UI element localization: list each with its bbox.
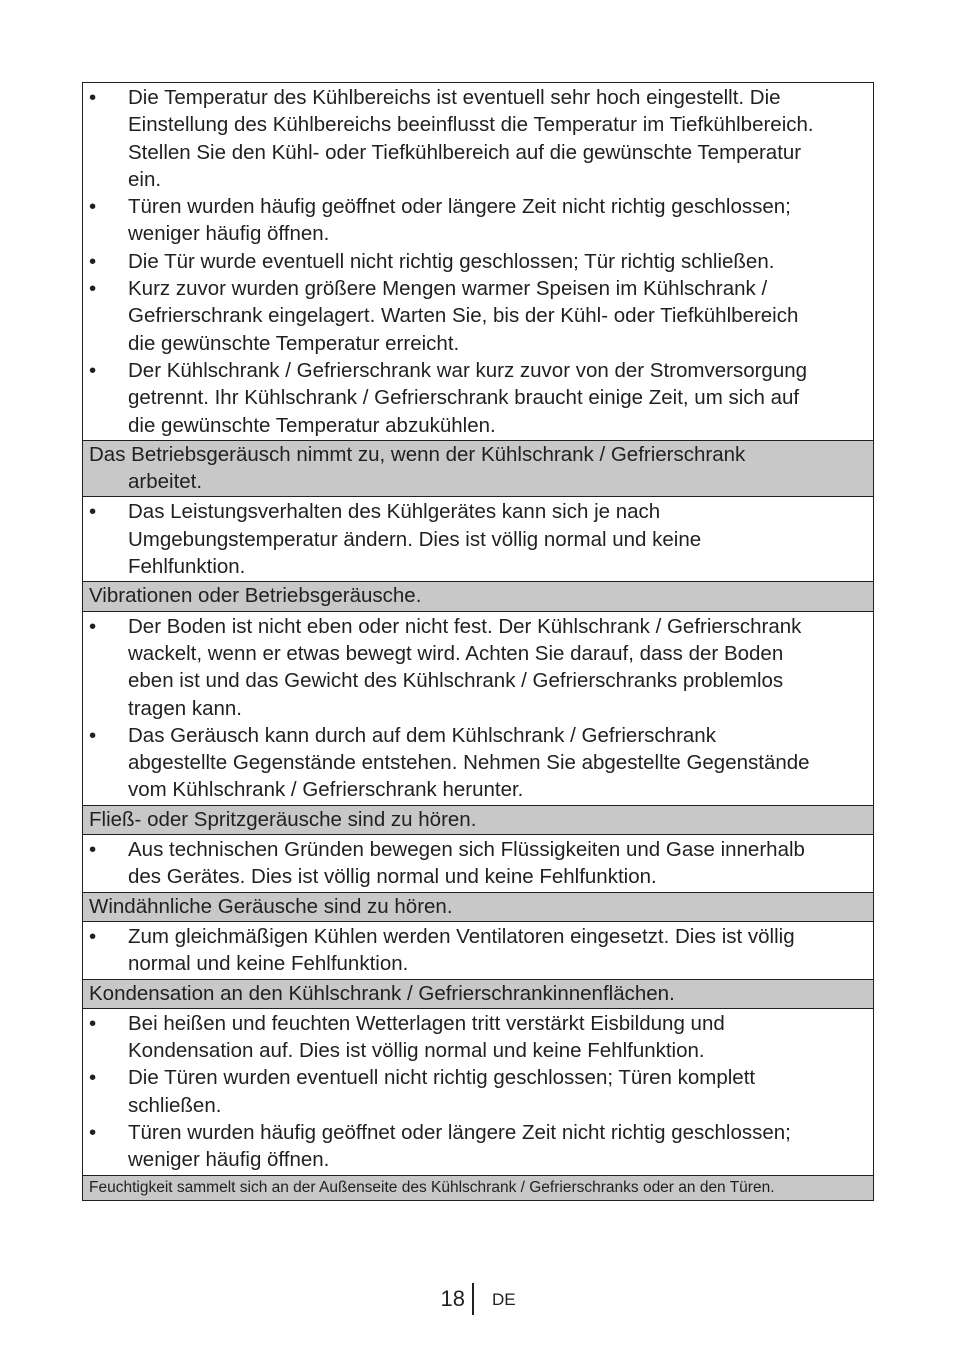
cause-text-line: des Gerätes. Dies ist völlig normal und keine Fehlfunktion.	[128, 865, 657, 889]
cause-list	[83, 834, 873, 892]
bullet-icon: •	[89, 1120, 97, 1144]
problem-heading-line: Vibrationen oder Betriebsgeräusche.	[89, 584, 422, 608]
bullet-icon: •	[89, 358, 97, 382]
cause-text-line: ein.	[128, 167, 162, 191]
cause-text-line: Umgebungstemperatur ändern. Dies ist völlig normal und keine	[128, 527, 702, 551]
cause-text-line: Zum gleichmäßigen Kühlen werden Ventilatoren eingesetzt. Dies ist völlig	[128, 924, 795, 948]
cause-item	[89, 84, 863, 193]
bullet-icon: •	[89, 249, 97, 273]
cause-item	[89, 1119, 863, 1174]
cause-item	[89, 498, 863, 580]
problem-heading-line: Kondensation an den Kühlschrank / Gefrierschrankinnenflächen.	[89, 981, 675, 1005]
cause-text-line: schließen.	[128, 1093, 222, 1117]
cause-text	[128, 248, 863, 275]
cause-text-line: Die Tür wurde eventuell nicht richtig geschlossen; Tür richtig schließen.	[128, 249, 775, 273]
page-footer	[0, 1283, 954, 1315]
cause-list	[83, 1008, 873, 1175]
cause-text-line: Die Temperatur des Kühlbereichs ist eventuell sehr hoch eingestellt. Die	[128, 86, 781, 109]
cause-text-line: Fehlfunktion.	[128, 555, 246, 579]
cause-list	[83, 921, 873, 979]
cause-text-line: Kurz zuvor wurden größere Mengen warmer Speisen im Kühlschrank /	[128, 277, 768, 301]
page-number: 18	[440, 1286, 465, 1311]
cause-text-line: Die Türen wurden eventuell nicht richtig geschlossen; Türen komplett	[128, 1066, 756, 1090]
cause-text-line: die gewünschte Temperatur erreicht.	[128, 331, 460, 355]
problem-heading-line: Feuchtigkeit sammelt sich an der Außenseite des Kühlschrank / Gefrierschranks oder an den Türen.	[89, 1178, 775, 1196]
bullet-icon: •	[89, 195, 97, 219]
troubleshooting-table	[82, 82, 874, 1201]
footer-divider	[472, 1283, 474, 1315]
cause-text-line: Das Leistungsverhalten des Kühlgerätes kann sich je nach	[128, 500, 661, 524]
cause-list	[83, 83, 873, 440]
cause-text-line: Türen wurden häufig geöffnet oder längere Zeit nicht richtig geschlossen;	[128, 1120, 791, 1144]
cause-text-line: die gewünschte Temperatur abzukühlen.	[128, 413, 496, 437]
problem-heading	[83, 440, 873, 497]
cause-text-line: Bei heißen und feuchten Wetterlagen tritt verstärkt Eisbildung und	[128, 1011, 725, 1035]
cause-text-line: wackelt, wenn er etwas bewegt wird. Achten Sie darauf, dass der Boden	[128, 641, 784, 665]
cause-text	[128, 1119, 863, 1174]
cause-item	[89, 613, 863, 722]
problem-heading-line: Windähnliche Geräusche sind zu hören.	[89, 894, 453, 918]
cause-text	[128, 836, 863, 891]
cause-text-line: Einstellung des Kühlbereichs beeinflusst die Temperatur im Tiefkühlbereich.	[128, 113, 814, 137]
problem-heading-line: Das Betriebsgeräusch nimmt zu, wenn der Kühlschrank / Gefrierschrank	[89, 442, 746, 466]
cause-text-line: Das Geräusch kann durch auf dem Kühlschrank / Gefrierschrank	[128, 723, 716, 747]
cause-text-line: normal und keine Fehlfunktion.	[128, 952, 409, 976]
cause-text-line: vom Kühlschrank / Gefrierschrank herunter.	[128, 778, 524, 802]
problem-heading	[83, 1175, 873, 1200]
cause-item	[89, 193, 863, 248]
bullet-icon: •	[89, 500, 97, 524]
bullet-icon: •	[89, 614, 97, 638]
cause-text	[128, 357, 863, 439]
problem-heading-line: Fließ- oder Spritzgeräusche sind zu hören.	[89, 807, 477, 831]
cause-text-line: Türen wurden häufig geöffnet oder längere Zeit nicht richtig geschlossen;	[128, 195, 791, 219]
cause-text-line: abgestellte Gegenstände entstehen. Nehmen Sie abgestellte Gegenstände	[128, 751, 810, 775]
cause-text-line: Gefrierschrank eingelagert. Warten Sie, bis der Kühl- oder Tiefkühlbereich	[128, 304, 799, 328]
bullet-icon: •	[89, 723, 97, 747]
cause-item	[89, 1010, 863, 1065]
cause-text	[128, 923, 863, 978]
bullet-icon: •	[89, 86, 97, 109]
problem-heading	[83, 892, 873, 921]
bullet-icon: •	[89, 1066, 97, 1090]
cause-text	[128, 1064, 863, 1119]
cause-item	[89, 248, 863, 275]
cause-item	[89, 923, 863, 978]
cause-item	[89, 275, 863, 357]
language-code: DE	[492, 1290, 516, 1309]
bullet-icon: •	[89, 1011, 97, 1035]
cause-text-line: weniger häufig öffnen.	[128, 222, 330, 246]
bullet-icon: •	[89, 924, 97, 948]
cause-text-line: Aus technischen Gründen bewegen sich Flüssigkeiten und Gase innerhalb	[128, 838, 805, 862]
cause-text-line: Stellen Sie den Kühl- oder Tiefkühlbereich auf die gewünschte Temperatur	[128, 140, 802, 164]
bullet-icon: •	[89, 277, 97, 301]
cause-text-line: weniger häufig öffnen.	[128, 1148, 330, 1172]
cause-item	[89, 836, 863, 891]
cause-text	[128, 613, 863, 722]
bullet-icon: •	[89, 838, 97, 862]
cause-text	[128, 275, 863, 357]
cause-text	[128, 193, 863, 248]
problem-heading	[83, 979, 873, 1008]
cause-list	[83, 611, 873, 805]
problem-heading	[83, 581, 873, 610]
cause-text-line: getrennt. Ihr Kühlschrank / Gefrierschrank braucht einige Zeit, um sich auf	[128, 386, 800, 410]
cause-text	[128, 1010, 863, 1065]
cause-text-line: Der Boden ist nicht eben oder nicht fest. Der Kühlschrank / Gefrierschrank	[128, 614, 802, 638]
problem-heading	[83, 805, 873, 834]
cause-text	[128, 498, 863, 580]
cause-text	[128, 84, 863, 193]
cause-text-line: Kondensation auf. Dies ist völlig normal und keine Fehlfunktion.	[128, 1039, 705, 1063]
cause-text-line: Der Kühlschrank / Gefrierschrank war kurz zuvor von der Stromversorgung	[128, 358, 808, 382]
cause-text	[128, 722, 863, 804]
cause-item	[89, 357, 863, 439]
cause-list	[83, 496, 873, 581]
cause-item	[89, 722, 863, 804]
cause-text-line: tragen kann.	[128, 696, 242, 720]
cause-text-line: eben ist und das Gewicht des Kühlschrank / Gefrierschranks problemlos	[128, 669, 784, 693]
cause-item	[89, 1064, 863, 1119]
problem-heading-line: arbeitet.	[128, 470, 203, 494]
